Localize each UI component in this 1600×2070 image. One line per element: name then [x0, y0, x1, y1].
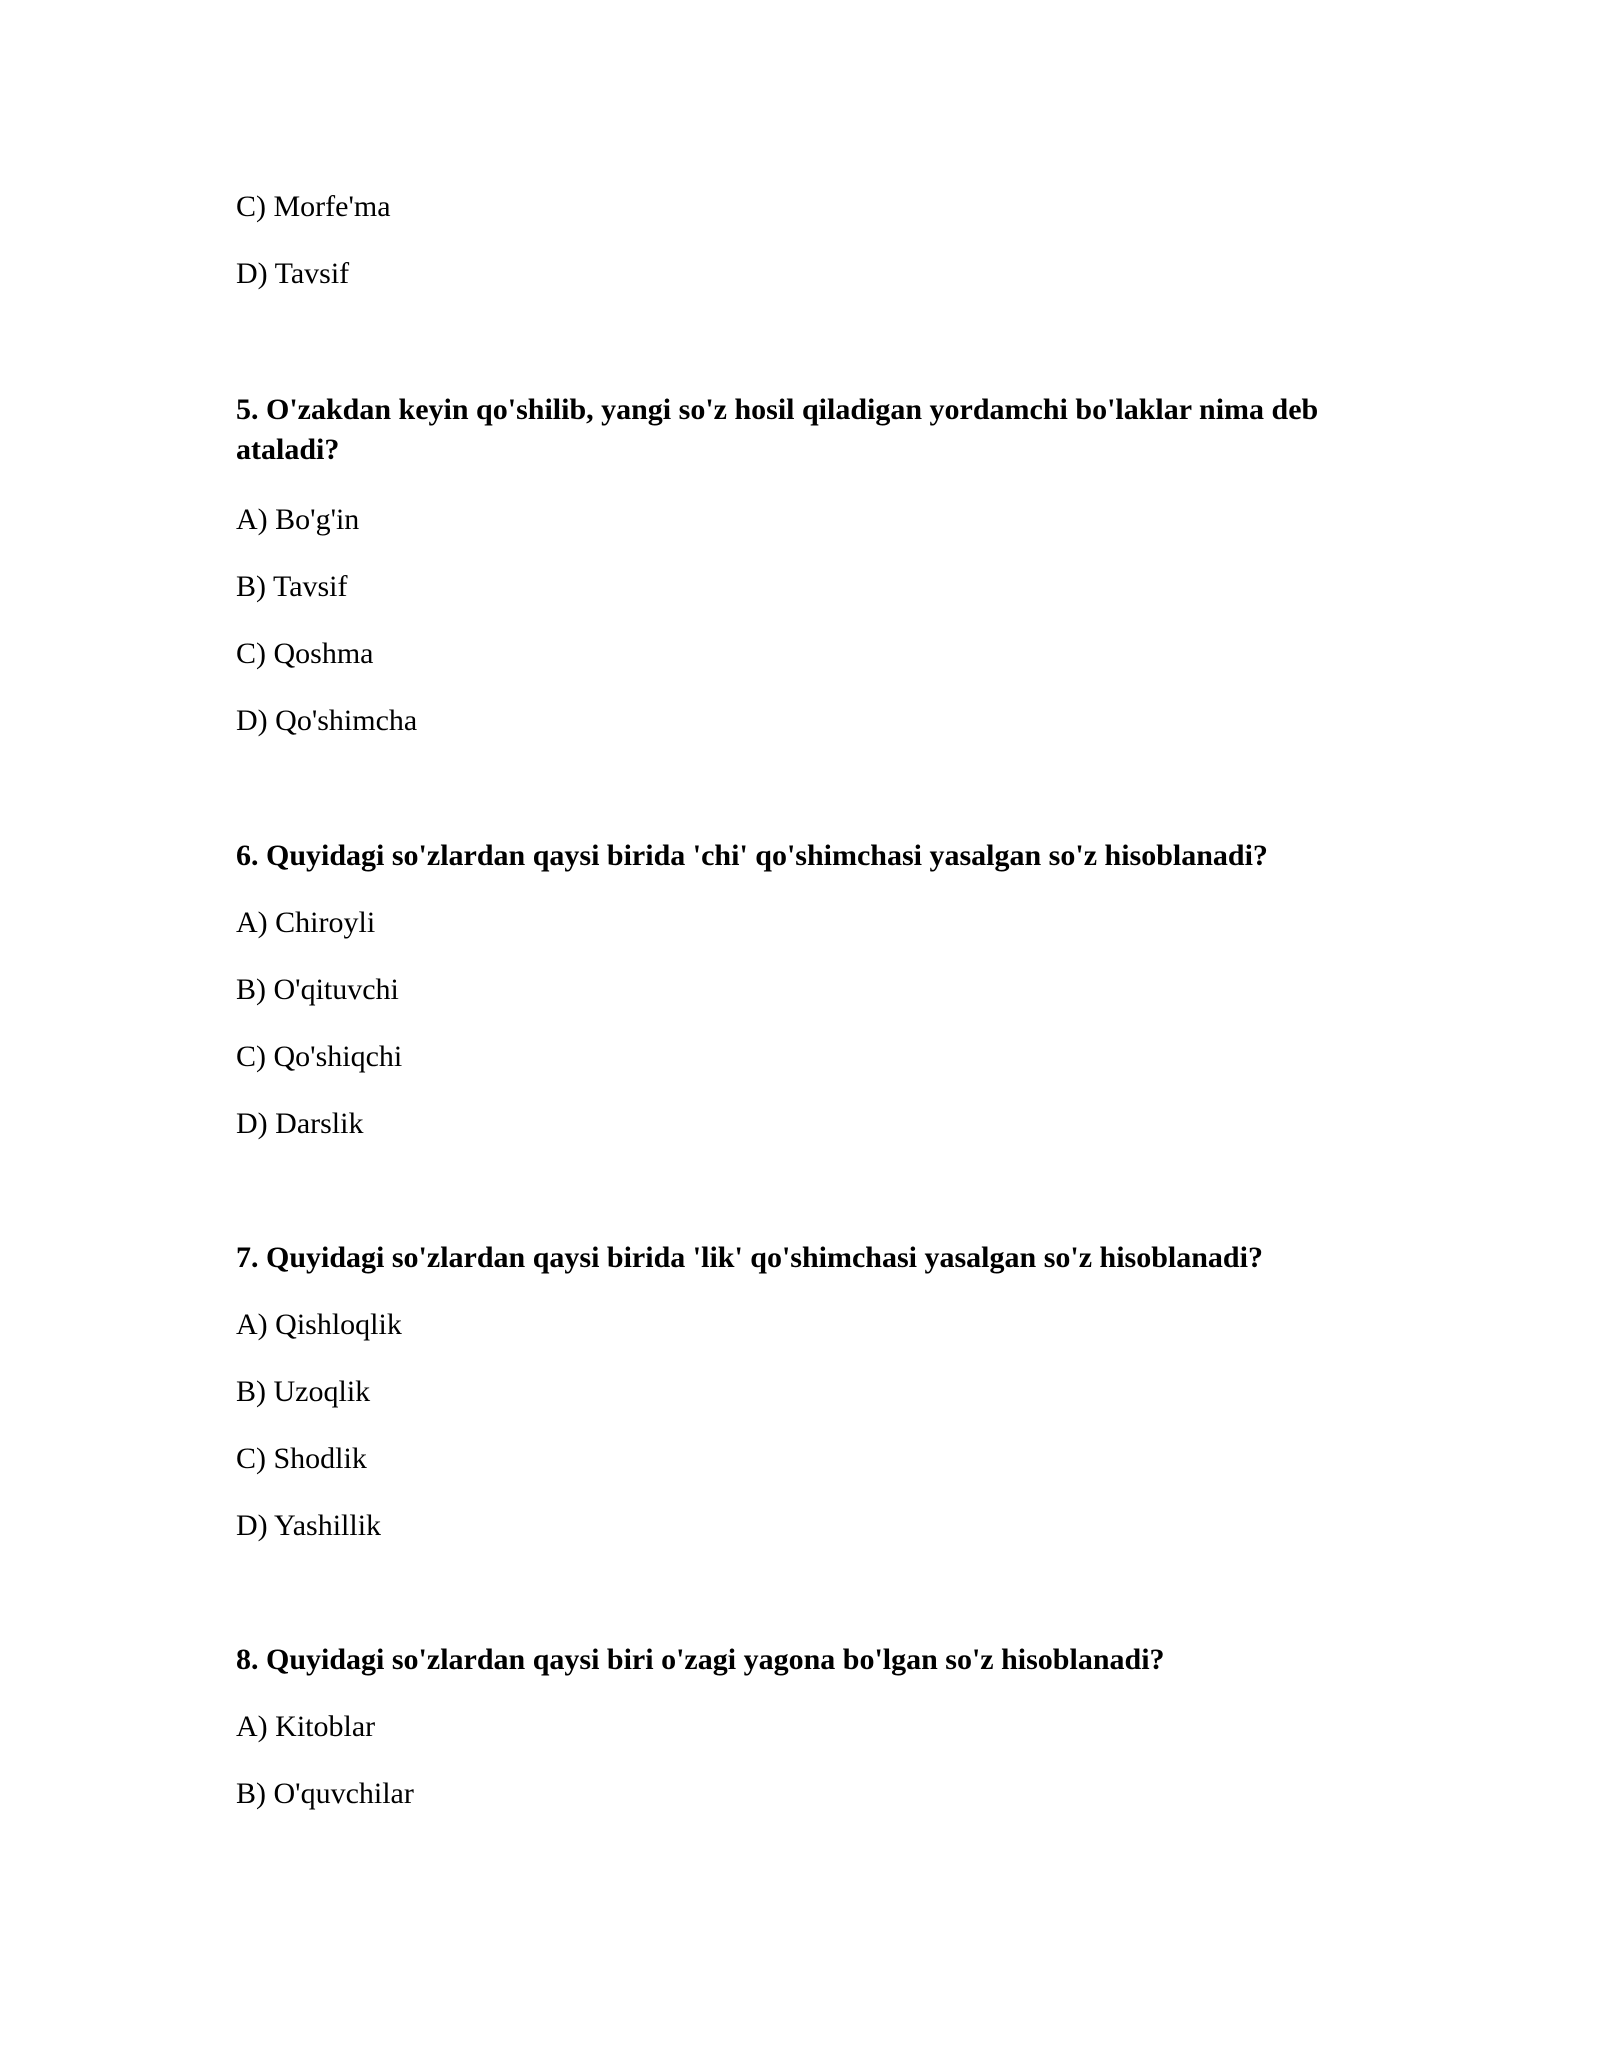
option-c: C) Shodlik — [236, 1442, 367, 1475]
option-b: B) Tavsif — [236, 570, 348, 603]
option-d: D) Tavsif — [236, 257, 350, 290]
option-b: B) Uzoqlik — [236, 1375, 371, 1408]
question-6: 6. Quyidagi so'zlardan qaysi birida 'chi' qo'shimchasi yasalgan so'z hisoblanadi? — [236, 839, 1268, 872]
option-b: B) O'qituvchi — [236, 973, 399, 1006]
option-a: A) Bo'g'in — [236, 503, 360, 536]
option-c: C) Qoshma — [236, 637, 374, 670]
option-a: A) Chiroyli — [236, 906, 376, 939]
question-5: 5. O'zakdan keyin qo'shilib, yangi so'z hosil qiladigan yordamchi bo'laklar nima deb ataladi? — [236, 393, 1319, 466]
option-d: D) Yashillik — [236, 1509, 382, 1542]
option-c: C) Morfe'ma — [236, 190, 391, 223]
option-d: D) Darslik — [236, 1107, 364, 1140]
question-7: 7. Quyidagi so'zlardan qaysi birida 'lik' qo'shimchasi yasalgan so'z hisoblanadi? — [236, 1241, 1263, 1274]
option-d: D) Qo'shimcha — [236, 704, 418, 737]
option-a: A) Qishloqlik — [236, 1308, 402, 1341]
question-8: 8. Quyidagi so'zlardan qaysi biri o'zagi yagona bo'lgan so'z hisoblanadi? — [236, 1643, 1165, 1676]
option-a: A) Kitoblar — [236, 1710, 376, 1743]
option-c: C) Qo'shiqchi — [236, 1040, 403, 1073]
option-b: B) O'quvchilar — [236, 1777, 414, 1810]
